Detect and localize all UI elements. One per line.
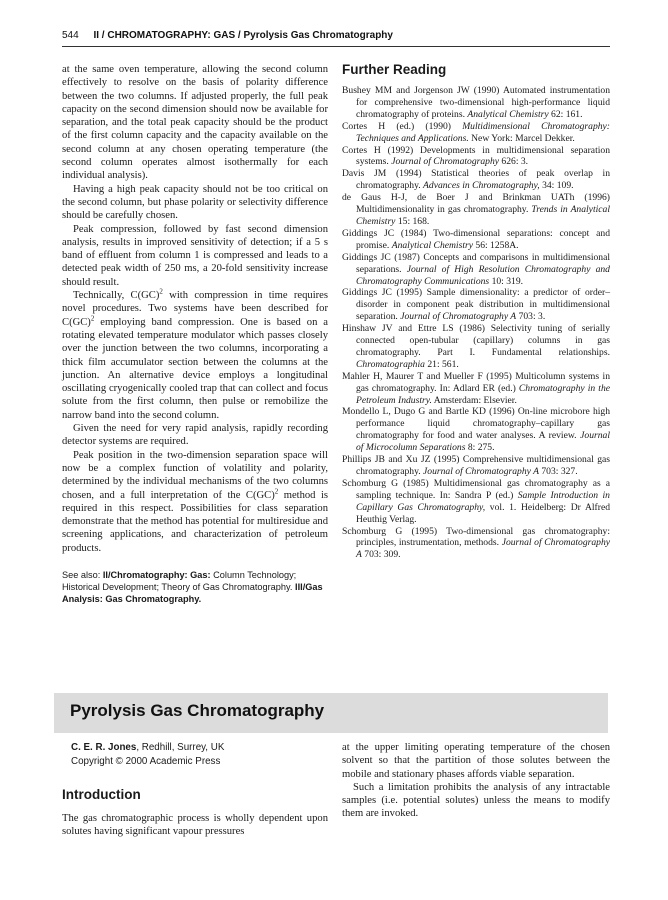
reference-item: Cortes H (1992) Developments in multidimensional separation systems. Journal of Chromatography 626: 3.	[342, 144, 610, 168]
section-heading: Introduction	[62, 787, 141, 802]
intro-right-column	[342, 741, 610, 821]
paragraph: Peak position in the two-dimension separation space will now be a complex function of volatility and polarity, determined by the individual mechanisms of the two columns chosen, and a full interpretation of the C(GC)$^2$ method is required in this respect. Possibilities for class separation demonstrate that the method has potential for multiresidue and screening applications, and characterization of petroleum products.	[62, 449, 329, 554]
author-block	[71, 741, 331, 769]
header-rule	[62, 46, 610, 47]
reference-list	[342, 85, 610, 561]
paragraph: Having a high peak capacity should not be too critical on the second column, but phase polarity or selectivity difference should be carefully chosen.	[62, 183, 328, 222]
reference-item: Hinshaw JV and Ettre LS (1986) Selectivity tuning of serially connected open-tubular (capillary) columns in gas chromatography. Part I. Fundamental relationships. Chromatographia 21: 561.	[342, 323, 610, 370]
paragraph: Peak compression, followed by fast second dimension analysis, results in improved sensitivity of detection; if a 5 s band of effluent from column 1 is compressed and leads to a detected peak width of 250 ms, a 20-fold sensitivity increase should result.	[62, 223, 328, 288]
left-column	[62, 63, 328, 605]
see-also-label: See also:	[62, 569, 101, 580]
paragraph: The gas chromatographic process is wholly dependent upon solutes having significant vapour pressures	[62, 813, 328, 838]
reference-item: Giddings JC (1987) Concepts and comparisons in multidimensional separations. Journal of High Resolution Chromatography and Chromatography Communications 10: 319.	[342, 251, 610, 287]
see-also-link[interactable]: III/Gas Analysis: Gas Chromatography.	[62, 581, 323, 604]
page-number: 544	[62, 30, 79, 41]
paragraph: at the same oven temperature, allowing the second column effectively to resolve on the basis of polarity difference between the two columns. If adjusted properly, the full peak capacity on the second dimension should now be available for separation, and the total peak capacity should be the product of the first column capacity and the capacity available on the second column at any chosen operating temperature (the second column operates almost isothermally for each individual analysis).	[62, 64, 328, 182]
author-name: C. E. R. Jones	[71, 742, 137, 753]
reference-item: Mahler H, Maurer T and Mueller F (1995) Multicolumn systems in gas chromatography. In: Adlard ER (ed.) Chromatography in the Petroleum Industry. Amsterdam: Elsevier.	[342, 370, 611, 406]
reference-item: Davis JM (1994) Statistical theories of peak overlap in chromatography. Advances in Chromatography, 34: 109.	[342, 168, 610, 192]
article-title: Pyrolysis Gas Chromatography	[70, 701, 325, 720]
section-title: II / CHROMATOGRAPHY: GAS / Pyrolysis Gas Chromatography	[93, 30, 393, 41]
paragraph: Technically, C(GC)$^2$ with compression in time requires novel procedures. Two systems have been described for C(GC)$^2$ employing band compression. One is based on a rotating elevated temperature modulator which passes closely over the junction between the two columns, incorporating a thick film accumulator section between the columns at the junction. An alternative device employs a longitudinal oscillating cryogenically cooled trap that can collect and focus solute from the first column, then pulse or remobilize the narrow band into the second column.	[62, 287, 328, 421]
intro-left-column	[62, 812, 328, 839]
paragraph: Such a limitation prohibits the analysis of any intractable samples (i.e. potential solutes) unless the means to modify them are invoked.	[342, 781, 610, 820]
further-reading-title: Further Reading	[342, 62, 447, 77]
see-also-link[interactable]: II/Chromatography: Gas:	[102, 569, 211, 580]
see-also	[62, 569, 328, 605]
reference-item: Phillips JB and Xu JZ (1995) Comprehensive multidimensional gas chromatography. Journal of Chromatography A 703: 327.	[342, 454, 610, 477]
reference-item: Cortes H (ed.) (1990) Multidimensional Chromatography: Techniques and Applications. New York: Marcel Dekker.	[342, 120, 610, 144]
copyright-line: Copyright © 2000 Academic Press	[71, 756, 221, 767]
reference-item: Mondello L, Dugo G and Bartle KD (1996) On-line microbore high performance liquid chromatography–capillary gas chromatography for food and water analyses. A review. Journal of Microcolumn Separations 8: 275.	[342, 406, 610, 454]
reference-item: Giddings JC (1984) Two-dimensional separations: concept and promise. Analytical Chemistry 56: 1258A.	[342, 227, 610, 251]
reference-item: Giddings JC (1995) Sample dimensionality: a predictor of order–disorder in component peak distribution in multidimensional separation. Journal of Chromatography A 703: 3.	[342, 287, 610, 323]
author-affiliation: , Redhill, Surrey, UK	[136, 742, 225, 753]
reference-item: de Gaus H-J, de Boer J and Brinkman UATh (1996) Multidimensionality in gas chromatography. Trends in Analytical Chemistry 15: 168.	[342, 192, 610, 227]
right-column	[342, 62, 610, 561]
running-head	[62, 30, 610, 46]
author-line	[71, 741, 331, 755]
paragraph: at the upper limiting operating temperature of the chosen solvent so that the partition of those solutes between the mobile and stationary phases affords viable separation.	[342, 742, 610, 780]
see-also-link[interactable]: Column Technology; Historical Development; Theory of Gas Chromatography.	[62, 569, 297, 592]
reference-item: Schomburg G (1985) Multidimensional gas chromatography as a sampling technique. In: Sandra P (ed.) Sample Introduction in Capillary Gas Chromatography, vol. 1. Heidelberg: Dr Alfred Heuthig Verlag.	[342, 477, 611, 525]
reference-item: Bushey MM and Jorgenson JW (1990) Automated instrumentation for comprehensive two-dimensional high-performance liquid chromatography of proteins. Analytical Chemistry 62: 161.	[342, 85, 610, 120]
paragraph: Given the need for very rapid analysis, rapidly recording detector systems are required.	[62, 423, 328, 448]
article-banner	[54, 693, 608, 733]
reference-item: Schomburg G (1995) Two-dimensional gas chromatography: principles, instrumentation, methods. Journal of Chromatography A 703: 309.	[342, 525, 611, 561]
